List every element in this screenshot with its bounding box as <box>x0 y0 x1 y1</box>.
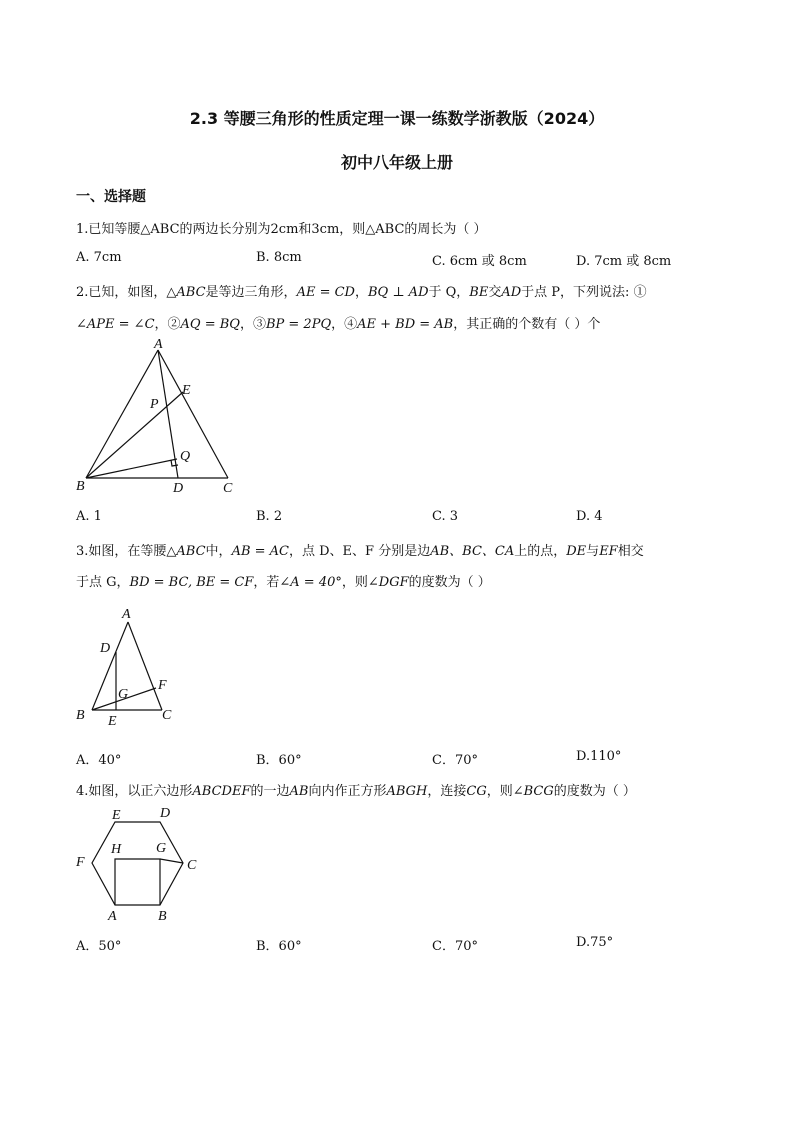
q4-text: 的一边 <box>250 784 290 799</box>
q3-label-c: C <box>162 708 172 723</box>
q2-math: BE <box>469 285 489 300</box>
q4-label-a: A <box>108 909 117 924</box>
q3-text: 中， <box>205 544 232 559</box>
q2-label-c: C <box>223 481 233 496</box>
q4-figure <box>70 800 210 926</box>
q4-math: ABCDEF <box>192 784 251 799</box>
q3-option-c: C．70° <box>432 753 478 768</box>
q3-math: DE <box>566 544 587 559</box>
q2-math: ∠APE = ∠C <box>76 317 155 332</box>
q4-text: 的度数为（ ） <box>553 784 636 799</box>
q2-math: BQ ⊥ AD <box>367 285 429 300</box>
q2-math: AD <box>501 285 522 300</box>
q4-text: 4.如图，以正六边形 <box>76 784 193 799</box>
q4-square <box>115 859 160 905</box>
q3-label-f: F <box>158 678 167 693</box>
q4-label-b: B <box>158 909 167 924</box>
q2-segment-bq <box>86 459 177 478</box>
q2-math: AE + BD = AB <box>357 317 454 332</box>
q2-option-a: A. 1 <box>76 509 102 524</box>
q4-text: 向内作正方形 <box>308 784 387 799</box>
q2-label-p: P <box>150 397 159 412</box>
q3-label-g: G <box>118 687 129 702</box>
q3-figure <box>70 600 200 730</box>
q3-math: AB、BC、CA <box>430 544 515 559</box>
q3-math: BD = BC, BE = CF <box>129 575 254 590</box>
q4-math: CG <box>466 784 487 799</box>
q1-option-d: D. 7cm 或 8cm <box>576 254 672 269</box>
q2-label-b: B <box>76 479 85 494</box>
question-1-text: 1.已知等腰△ABC的两边长分别为2cm和3cm，则△ABC的周长为（ ） <box>76 222 487 237</box>
q3-math: EF <box>599 544 618 559</box>
q2-label-d: D <box>173 481 184 496</box>
q3-math: ∠DGF <box>367 575 409 590</box>
q2-text: 交 <box>488 285 502 300</box>
q4-label-e: E <box>112 808 121 823</box>
q4-text: ，连接 <box>427 784 467 799</box>
q1-option-a: A. 7cm <box>76 250 122 265</box>
q2-segment-be <box>86 392 183 478</box>
q3-text: 的度数为（ ） <box>408 575 491 590</box>
q4-math: ABGH <box>386 784 428 799</box>
q4-label-f: F <box>76 855 85 870</box>
q3-math: AB = AC <box>231 544 289 559</box>
q3-text: ，若 <box>253 575 280 590</box>
q2-right-angle-mark <box>171 460 178 466</box>
q3-text: 于点 G， <box>76 575 130 590</box>
q2-label-a: A <box>154 337 163 352</box>
q2-text: ， <box>354 285 368 300</box>
q2-math: AQ = BQ <box>180 317 240 332</box>
q4-option-a: A．50° <box>76 939 122 954</box>
question-3-line-1 <box>76 540 644 559</box>
q1-option-c: C. 6cm 或 8cm <box>432 254 527 269</box>
q3-option-b: B．60° <box>256 753 302 768</box>
q2-option-d: D. 4 <box>576 509 603 524</box>
q2-text: 于点 P，下列说法: ① <box>521 285 647 300</box>
page-subtitle: 初中八年级上册 <box>340 153 453 172</box>
q3-math: △ABC <box>166 544 206 559</box>
q3-label-d: D <box>100 641 111 656</box>
q2-math: BP = 2PQ <box>265 317 332 332</box>
q3-math: ∠A = 40° <box>279 575 342 590</box>
question-3-line-2 <box>76 571 491 590</box>
q2-text: ，其正确的个数有（ ）个 <box>453 317 601 332</box>
q2-text: ，③ <box>239 317 266 332</box>
question-2-line-1 <box>76 281 647 300</box>
q2-text: 是等边三角形， <box>205 285 297 300</box>
q4-text: ，则 <box>486 784 513 799</box>
q2-math: △ABC <box>166 285 206 300</box>
q3-text: 与 <box>586 544 600 559</box>
q3-label-e: E <box>108 714 117 729</box>
q4-option-d: D.75° <box>576 935 614 950</box>
q3-option-d: D.110° <box>576 749 622 764</box>
q2-figure <box>70 332 250 502</box>
q2-option-c: C. 3 <box>432 509 459 524</box>
q3-label-a: A <box>122 607 131 622</box>
q2-text: 于 Q， <box>428 285 470 300</box>
q3-side-ac <box>128 622 162 710</box>
question-4-line-1 <box>76 780 636 799</box>
q4-segment-cg <box>160 859 183 863</box>
question-2-line-2 <box>76 313 600 332</box>
q1-option-b: B. 8cm <box>256 250 302 265</box>
q3-text: 3.如图，在等腰 <box>76 544 167 559</box>
q2-math: AE = CD <box>296 285 355 300</box>
q4-label-h: H <box>111 842 122 857</box>
q3-text: 上的点， <box>514 544 567 559</box>
q3-text: 相交 <box>617 544 644 559</box>
q2-text: ，② <box>154 317 181 332</box>
q2-label-q: Q <box>180 449 191 464</box>
q4-hexagon <box>92 822 183 905</box>
q4-option-b: B．60° <box>256 939 302 954</box>
q2-option-b: B. 2 <box>256 509 283 524</box>
q4-label-d: D <box>160 806 171 821</box>
q3-text: ，则 <box>341 575 368 590</box>
q4-option-c: C．70° <box>432 939 478 954</box>
q2-side-ab <box>86 350 158 478</box>
q4-label-c: C <box>187 858 197 873</box>
q4-math: ∠BCG <box>512 784 554 799</box>
page-title: 2.3 等腰三角形的性质定理一课一练数学浙教版（2024） <box>189 109 605 128</box>
q3-label-b: B <box>76 708 85 723</box>
q3-option-a: A．40° <box>76 753 122 768</box>
q4-label-g: G <box>156 841 167 856</box>
q2-text: 2.已知，如图， <box>76 285 167 300</box>
q4-math: AB <box>289 784 309 799</box>
q2-label-e: E <box>182 383 191 398</box>
section-heading: 一、选择题 <box>76 189 146 205</box>
q2-text: ，④ <box>331 317 358 332</box>
q3-text: ，点 D、E、F 分别是边 <box>289 544 431 559</box>
